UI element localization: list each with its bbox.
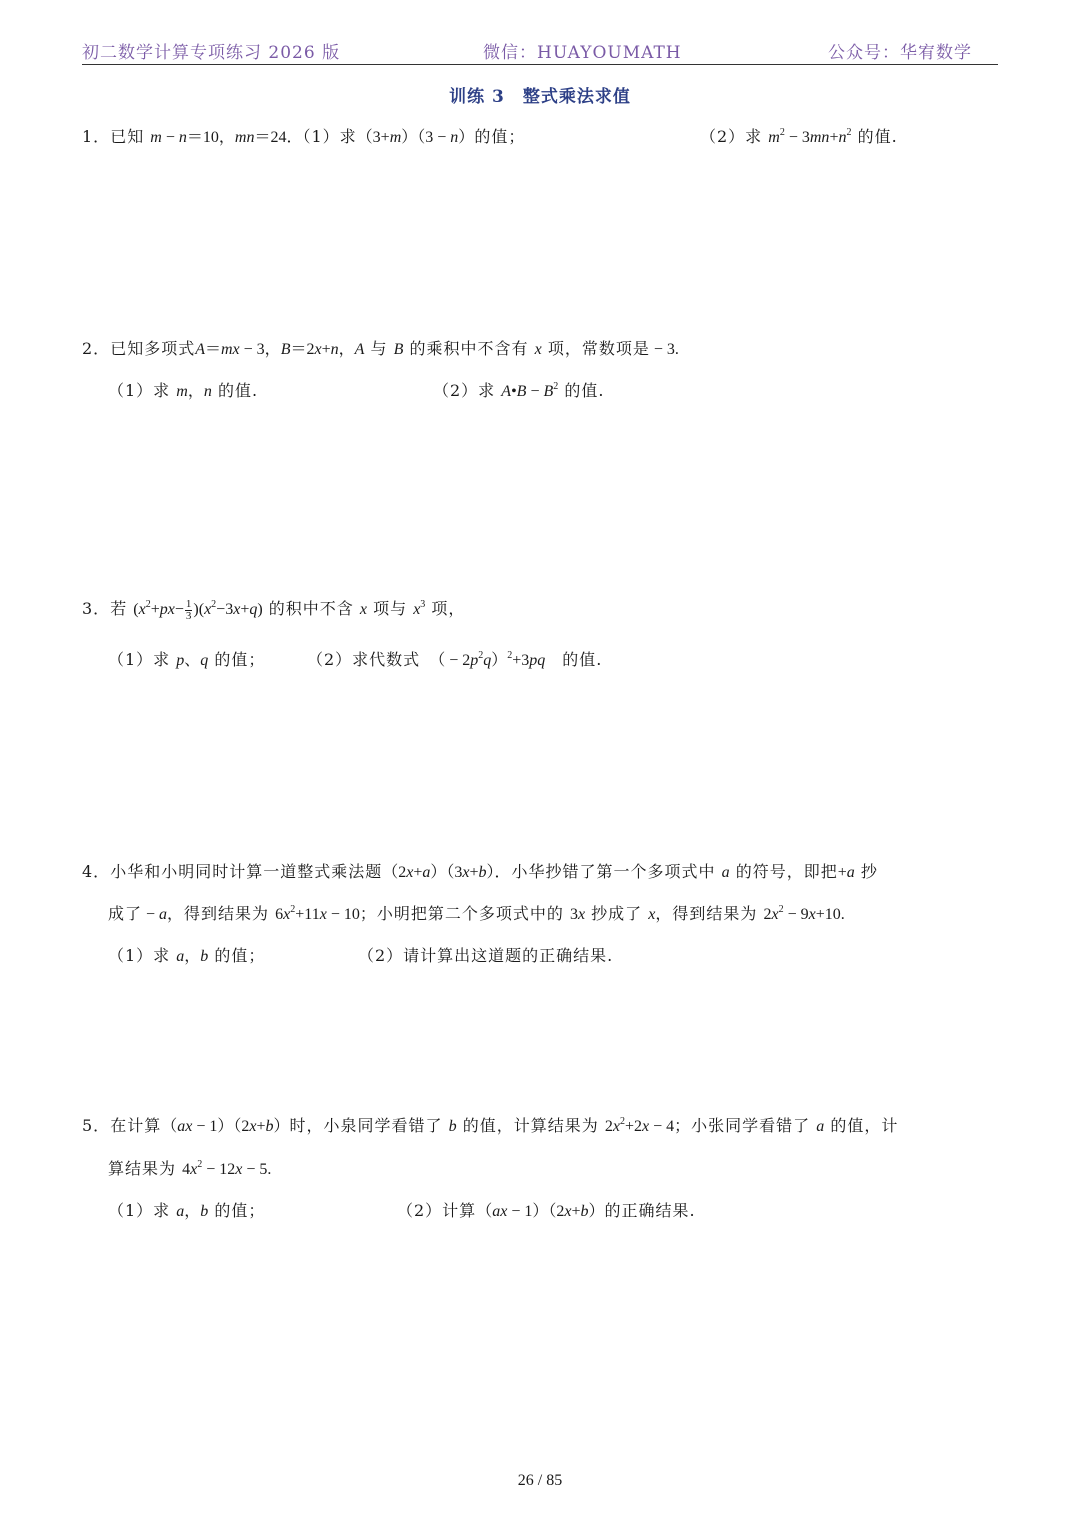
problem-1-part2: （2）求 $m^2 - 3mn+n^2$ 的值. (700, 127, 898, 146)
problem-2-part2: （2）求 A•B − $B^2$ 的值. (433, 381, 605, 400)
problem-4-part1: （1）求 a，b 的值； (108, 946, 266, 965)
problem-3-part1: （1）求 p、q 的值； (108, 650, 266, 669)
problem-5-part1: （1）求 a，b 的值； (108, 1201, 266, 1220)
header-center: 微信：HUAYOUMATH (483, 43, 682, 63)
problem-3-part2: （2）求代数式 （ − $2p^2q)^2+3pq$ 的值. (307, 650, 603, 669)
problem-5-line-2: 算结果为 $4x^2 - 12x - 5$. (108, 1159, 272, 1178)
header-left: 初二数学计算专项练习 2026 版 (82, 43, 341, 63)
problem-1-line: 1．已知 m − n＝10，mn＝24．（1）求（3+m）（3 − n）的值； (82, 127, 526, 146)
header-right: 公众号：华宥数学 (828, 43, 972, 63)
problem-2-line: 2．已知多项式A＝mx − 3，B＝2x+n，A 与 B 的乘积中不含有 x 项，常数项是 − 3. (82, 339, 679, 358)
problem-4-part2: （2）请计算出这道题的正确结果. (358, 946, 614, 965)
problem-4-line-2: 成了 − a，得到结果为 $6x^2+11x - 10$；小明把第二个多项式中的 3x 抄成了 x，得到结果为 $2x^2 - 9x+10$. (108, 904, 845, 923)
page-number: 26 / 85 (517, 1472, 563, 1489)
problem-5-line-1: 5．在计算（ax − 1）（2x+b）时，小泉同学看错了 b 的值，计算结果为 $2x^2+2x - 4$；小张同学看错了 a 的值，计 (82, 1116, 899, 1135)
header-rule (82, 64, 998, 65)
page-title: 训练 3 整式乘法求值 (449, 87, 631, 107)
problem-3-line: 3．若 ($x^2+px-$ $\frac{1}{3}$ )$(x^2-3x+q)$ 的积中不含 x 项与 $x^3$ 项， (82, 597, 466, 622)
problem-4-line-1: 4．小华和小明同时计算一道整式乘法题（2x+a）（3x+b）．小华抄错了第一个多项式中 a 的符号，即把+a 抄 (82, 862, 878, 881)
problem-5-part2: （2）计算（ax − 1）（2x+b）的正确结果. (397, 1201, 696, 1220)
problem-2-part1: （1）求 m，n 的值. (108, 381, 259, 400)
